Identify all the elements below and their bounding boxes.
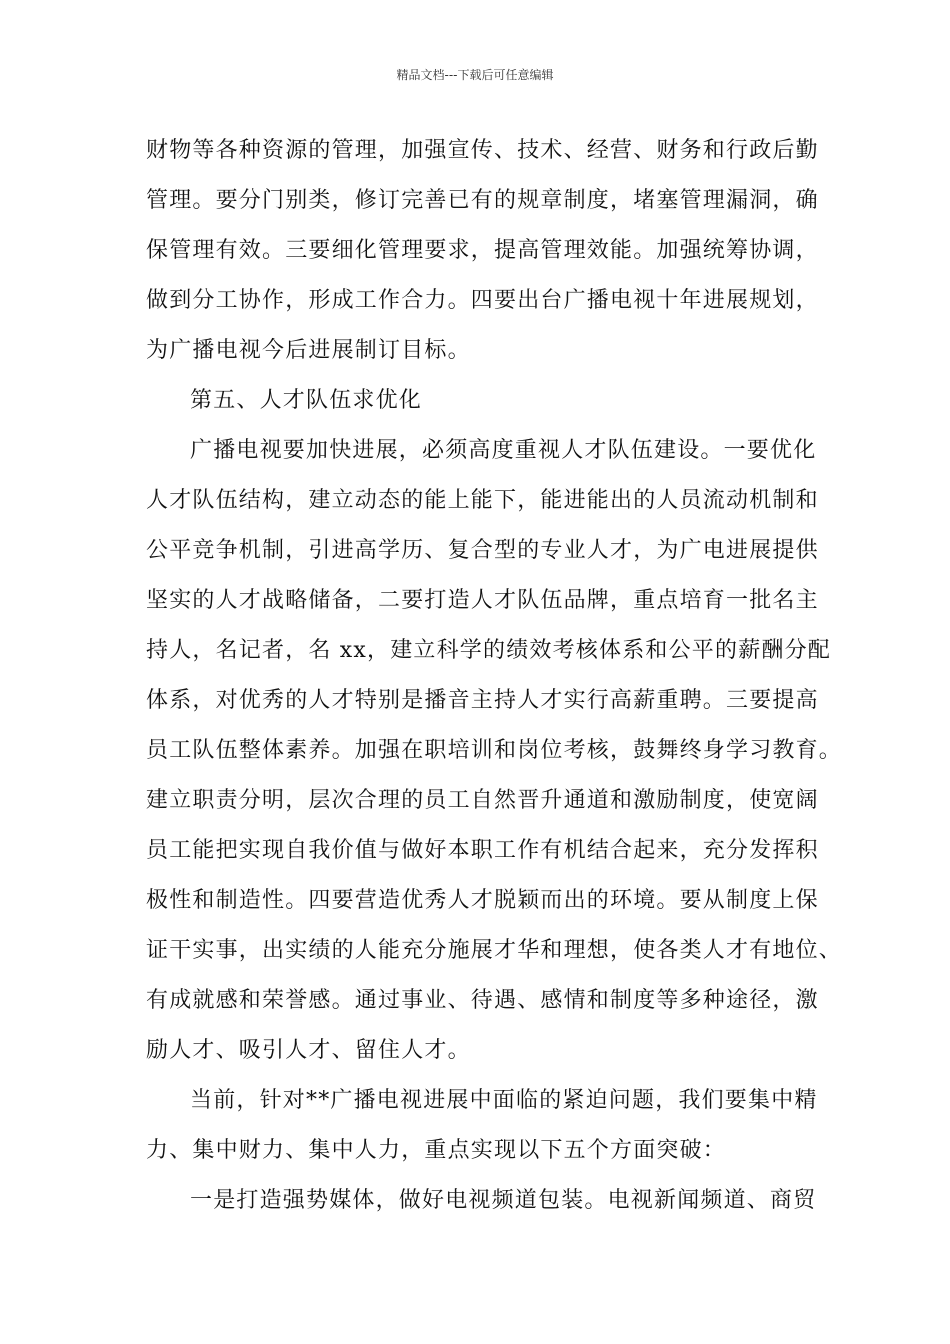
text-line: 一是打造强势媒体，做好电视频道包装。电视新闻频道、商贸 [190, 1188, 817, 1213]
text-line: 坚实的人才战略储备，二要打造人才队伍品牌，重点培育一批名主 [146, 588, 819, 613]
text-line: 管理。要分门别类，修订完善已有的规章制度，堵塞管理漏洞，确 [146, 188, 819, 213]
text-line: 人才队伍结构，建立动态的能上能下，能进能出的人员流动机制和 [146, 488, 819, 513]
text-line: 员工队伍整体素养。加强在职培训和岗位考核，鼓舞终身学习教育。 [146, 738, 843, 763]
text-line: 证干实事，出实绩的人能充分施展才华和理想，使各类人才有地位、 [146, 938, 843, 963]
text-line: 广播电视要加快进展，必须高度重视人才队伍建设。一要优化 [190, 438, 817, 463]
text-line: 励人才、吸引人才、留住人才。 [146, 1038, 471, 1063]
text-line: 为广播电视今后进展制订目标。 [146, 338, 471, 363]
text-line: 有成就感和荣誉感。通过事业、待遇、感情和制度等多种途径，激 [146, 988, 819, 1013]
page-header: 精品文档---下载后可任意编辑 [396, 68, 554, 82]
text-line: 体系，对优秀的人才特别是播音主持人才实行高薪重聘。三要提高 [146, 688, 819, 713]
text-line: 极性和制造性。四要营造优秀人才脱颖而出的环境。要从制度上保 [146, 888, 819, 913]
text-line: 力、集中财力、集中人力，重点实现以下五个方面突破： [146, 1138, 727, 1163]
text-line: 做到分工协作，形成工作合力。四要出台广播电视十年进展规划， [146, 288, 819, 313]
text-line: 建立职责分明，层次合理的员工自然晋升通道和激励制度，使宽阔 [146, 788, 819, 813]
section-heading: 第五、人才队伍求优化 [190, 388, 423, 413]
text-line: 员工能把实现自我价值与做好本职工作有机结合起来，充分发挥积 [146, 838, 819, 863]
text-line: 公平竞争机制，引进高学历、复合型的专业人才，为广电进展提供 [146, 538, 819, 563]
text-line: 财物等各种资源的管理，加强宣传、技术、经营、财务和行政后勤 [146, 138, 819, 163]
text-line: 持人，名记者，名 xx，建立科学的绩效考核体系和公平的薪酬分配 [146, 638, 832, 663]
text-line: 当前，针对**广播电视进展中面临的紧迫问题，我们要集中精 [190, 1088, 818, 1113]
text-line: 保管理有效。三要细化管理要求，提高管理效能。加强统筹协调， [146, 238, 819, 263]
